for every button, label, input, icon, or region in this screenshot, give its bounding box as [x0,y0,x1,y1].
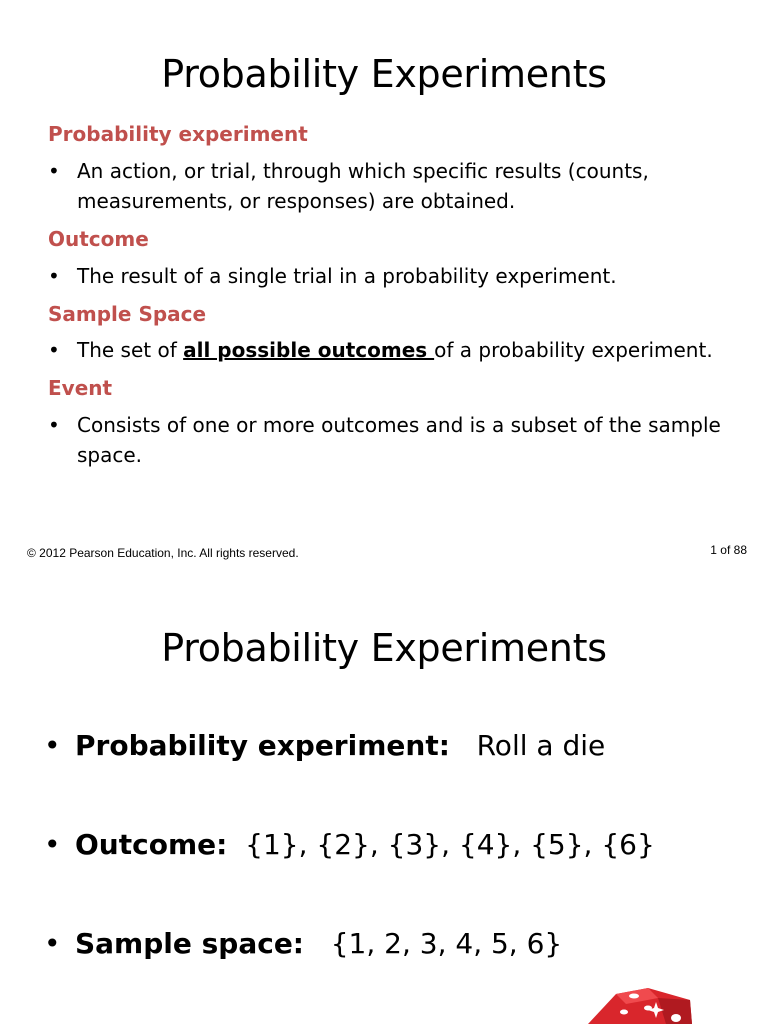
red-dice-icon [586,988,696,1024]
example-outcome: • Outcome: {1}, {2}, {3}, {4}, {5}, {6} [44,828,655,861]
term-outcome: Outcome [48,227,149,251]
definition-sample-space: • The set of all possible outcomes of a probability experiment. [48,335,738,365]
definition-event: • Consists of one or more outcomes and is a subset of the sample space. [48,410,738,470]
bullet-icon: • [48,413,60,437]
term-probability-experiment: Probability experiment [48,122,308,146]
example-sample-space: • Sample space: {1, 2, 3, 4, 5, 6} [44,927,563,960]
emphasis-all-possible-outcomes: all possible outcomes [183,338,435,362]
slide-2 [0,576,768,1024]
bullet-icon: • [48,159,60,183]
bullet-icon: • [48,338,60,362]
bullet-icon: • [48,264,60,288]
bullet-icon: • [44,729,61,762]
slide-title: Probability Experiments [161,626,607,670]
slide-title: Probability Experiments [161,52,607,96]
definition-outcome: • The result of a single trial in a probability experiment. [48,261,738,291]
term-event: Event [48,376,113,400]
copyright-notice: © 2012 Pearson Education, Inc. All rights reserved. [27,546,299,560]
term-sample-space: Sample Space [48,302,207,326]
bullet-icon: • [44,828,61,861]
bullet-icon: • [44,927,61,960]
example-probability-experiment: • Probability experiment: Roll a die [44,729,606,762]
page-number: 1 of 88 [710,543,747,557]
definition-probability-experiment: • An action, or trial, through which specific results (counts, measurements, or responses) are obtained. [48,156,738,216]
